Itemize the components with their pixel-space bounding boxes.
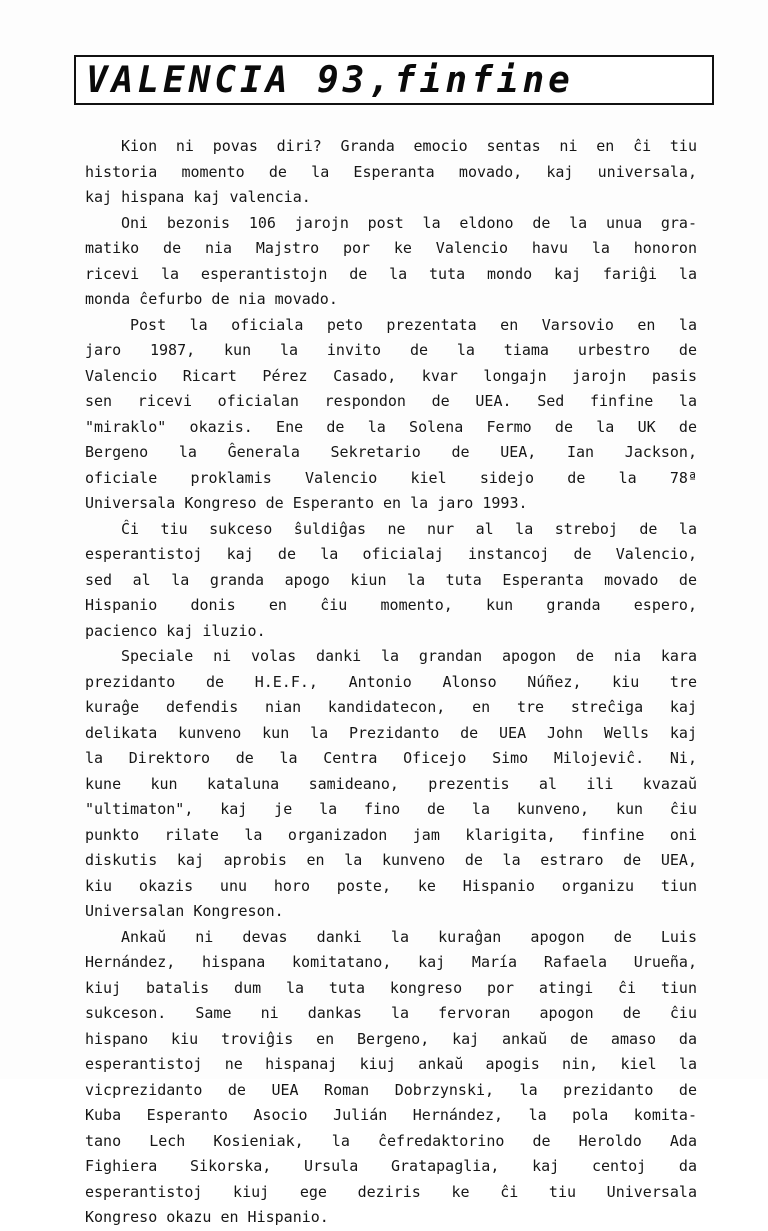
text-line: "miraklo" okazis. Ene de la Solena Fermo de la UK de — [85, 417, 697, 436]
text-line: esperantistoj ne hispanaj kiuj ankaŭ apogis nin, kiel la — [85, 1055, 697, 1073]
text-line: punkto rilate la organizadon jam klarigita, finfine oni — [85, 825, 697, 844]
text-line: Kongreso okazu en Hispanio. — [85, 1208, 329, 1226]
page-title: VALENCIA 93,finfine — [86, 60, 574, 101]
text-line: la Direktoro de la Centra Oficejo Simo Milojeviĉ. Ni, — [85, 749, 697, 767]
text-line: diskutis kaj aprobis en la kunveno de la estraro de UEA, — [85, 851, 697, 869]
text-line: hispano kiu troviĝis en Bergeno, kaj ankaŭ de amaso da — [85, 1029, 697, 1048]
text-line: kiu okazis unu horo poste, ke Hispanio organizu tiun — [85, 876, 697, 895]
text-line: Oni bezonis 106 jarojn post la eldono de la unua gra- — [121, 213, 697, 232]
text-line: sed al la granda apogo kiun la tuta Esperanta movado de — [85, 570, 697, 589]
text-line: tano Lech Kosieniak, la ĉefredaktorino de Heroldo Ada — [85, 1131, 697, 1150]
text-line: kaj hispana kaj valencia. — [85, 188, 311, 206]
text-line: Universala Kongreso de Esperanto en la jaro 1993. — [85, 494, 528, 512]
text-line: Speciale ni volas danki la grandan apogon de nia kara — [121, 647, 697, 665]
text-line: "ultimaton", kaj je la fino de la kunveno, kun ĉiu — [85, 800, 697, 818]
text-line: Valencio Ricart Pérez Casado, kvar longajn jarojn pasis — [85, 366, 697, 385]
text-line: Fighiera Sikorska, Ursula Gratapaglia, kaj centoj da — [85, 1157, 697, 1175]
text-line: Post la oficiala peto prezentata en Varsovio en la — [130, 315, 697, 334]
text-line: vicprezidanto de UEA Roman Dobrzynski, la prezidanto de — [85, 1080, 697, 1099]
text-line: Hernández, hispana komitatano, kaj María Rafaela Urueña, — [85, 953, 697, 971]
text-line: ricevi la esperantistojn de la tuta mondo kaj fariĝi la — [85, 264, 697, 283]
article-body — [85, 134, 697, 1231]
text-line: Ankaŭ ni devas danki la kuraĝan apogon de Luis — [121, 927, 697, 946]
text-line: sukceson. Same ni dankas la fervoran apogon de ĉiu — [85, 1004, 697, 1022]
text-line: monda ĉefurbo de nia movado. — [85, 290, 338, 308]
text-line: esperantistoj kaj de la oficialaj instancoj de Valencio, — [85, 545, 697, 563]
text-line: oficiale proklamis Valencio kiel sidejo de la 78ª — [85, 468, 697, 487]
text-line: sen ricevi oficialan respondon de UEA. Sed finfine la — [85, 392, 697, 410]
text-line: kiuj batalis dum la tuta kongreso por atingi ĉi tiun — [85, 978, 697, 997]
text-line: jaro 1987, kun la invito de la tiama urbestro de — [85, 341, 697, 359]
text-line: Hispanio donis en ĉiu momento, kun granda espero, — [85, 596, 697, 614]
text-line: Ĉi tiu sukceso ŝuldiĝas ne nur al la streboj de la — [121, 519, 697, 538]
text-line: kune kun kataluna samideano, prezentis al ili kvazaŭ — [85, 774, 697, 793]
text-line: Universalan Kongreson. — [85, 902, 284, 920]
text-line: pacienco kaj iluzio. — [85, 621, 266, 640]
text-line: Bergeno la Ĝenerala Sekretario de UEA, Ian Jackson, — [85, 443, 697, 461]
text-line: historia momento de la Esperanta movado, kaj universala, — [85, 162, 697, 181]
text-line: esperantistoj kiuj ege deziris ke ĉi tiu Universala — [85, 1182, 697, 1201]
text-line: delikata kunveno kun la Prezidanto de UEA John Wells kaj — [85, 723, 697, 742]
text-line: prezidanto de H.E.F., Antonio Alonso Núñez, kiu tre — [85, 672, 697, 691]
text-line: Kuba Esperanto Asocio Julián Hernández, la pola komita- — [85, 1106, 697, 1124]
title-box — [74, 55, 714, 105]
text-line: matiko de nia Majstro por ke Valencio havu la honoron — [85, 239, 697, 257]
text-line: kuraĝe defendis nian kandidatecon, en tre streĉiga kaj — [85, 698, 697, 716]
text-line: Kion ni povas diri? Granda emocio sentas ni en ĉi tiu — [121, 137, 697, 155]
